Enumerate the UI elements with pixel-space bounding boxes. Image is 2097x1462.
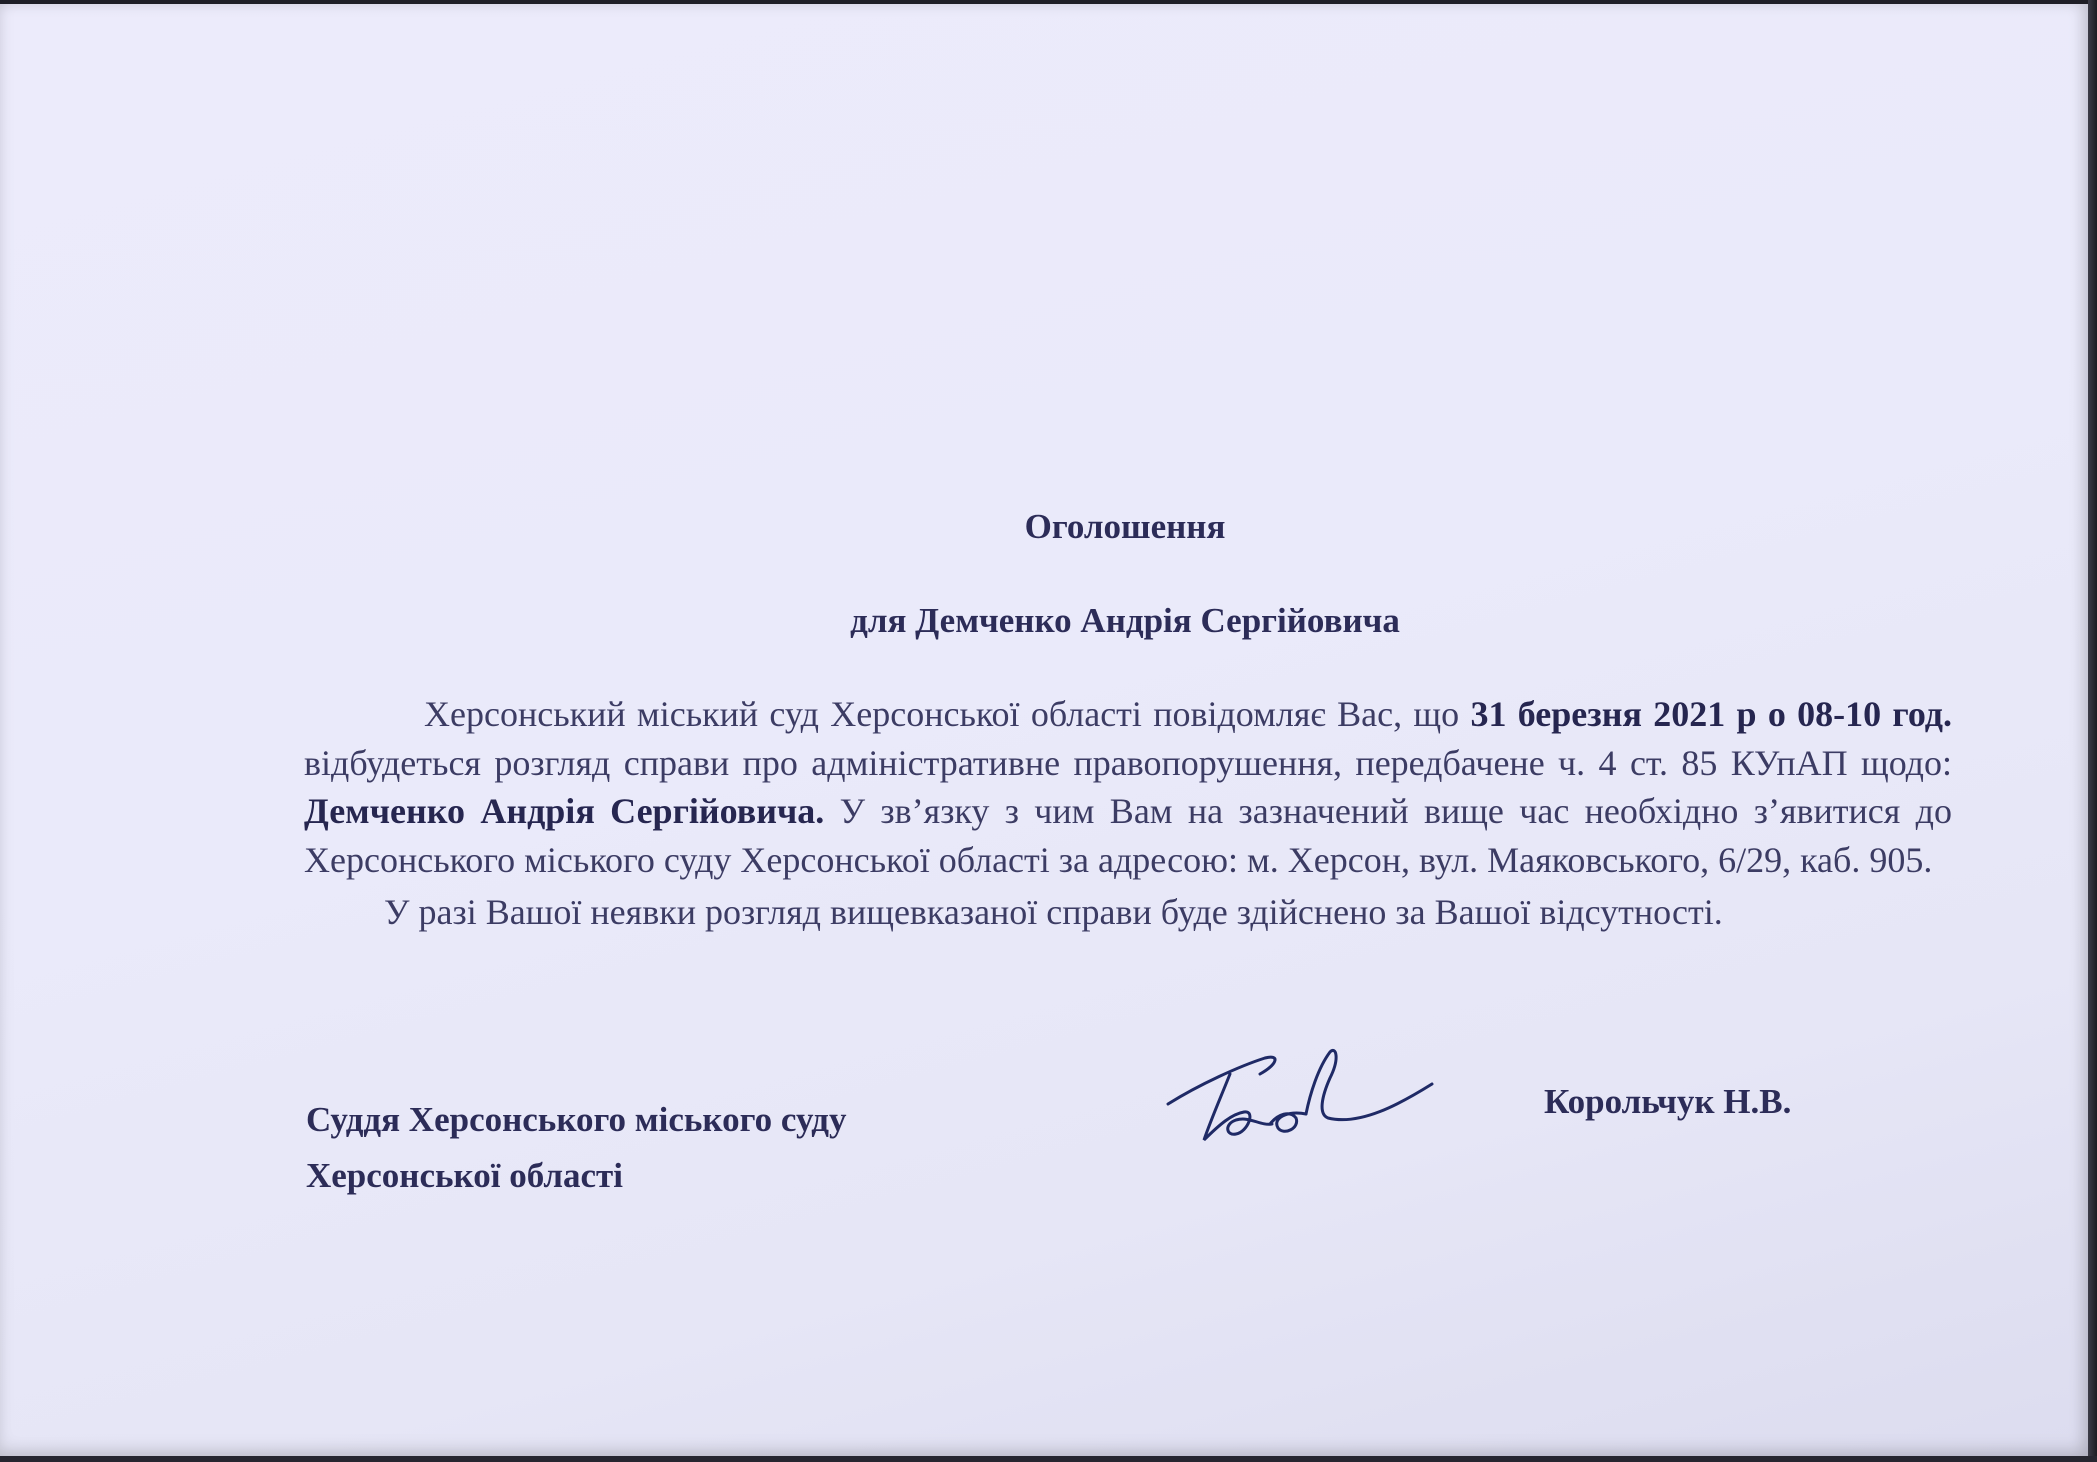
notice-body	[304, 690, 1952, 940]
signature-image	[1160, 1044, 1440, 1154]
defendant-name: Демченко Андрія Сергійовича.	[304, 791, 825, 831]
notice-paragraph-2: У разі Вашої неявки розгляд вищевказаної справи буде здійснено за Вашої відсутності.	[384, 892, 1723, 932]
p1-intro: Херсонський міський суд Херсонської області повідомляє Вас, що	[424, 694, 1471, 734]
judge-title-line-2: Херсонської області	[306, 1156, 623, 1195]
judge-title	[306, 1092, 846, 1204]
notice-title: Оголошення	[1024, 507, 1226, 546]
notice-recipient: для Демченко Андрія Сергійовича	[850, 601, 1400, 640]
p1-middle: відбудеться розгляд справи про адміністративне правопорушення, передбачене ч. 4 ст. 85 КУпАП щодо:	[304, 742, 1952, 783]
judge-name: Корольчук Н.В.	[1544, 1082, 1792, 1121]
judge-title-line-1: Суддя Херсонського міського суду	[306, 1100, 847, 1139]
notice-paragraph-1	[304, 690, 1952, 884]
hearing-datetime: 31 березня 2021 р о 08-10 год.	[1470, 694, 1953, 734]
scan-right-edge	[2088, 0, 2097, 1462]
p1-end: У зв’язку з чим Вам на зазначений вище час необхідно з’явитися до Херсонського міського суду Херсонської області за адресою: м. Херсон, вул. Маяковського, 6/29, каб. 905.	[304, 791, 1952, 880]
paper-sheet	[0, 4, 2088, 1456]
scan-bottom-edge	[0, 1456, 2097, 1462]
scan-top-edge	[0, 0, 2097, 4]
